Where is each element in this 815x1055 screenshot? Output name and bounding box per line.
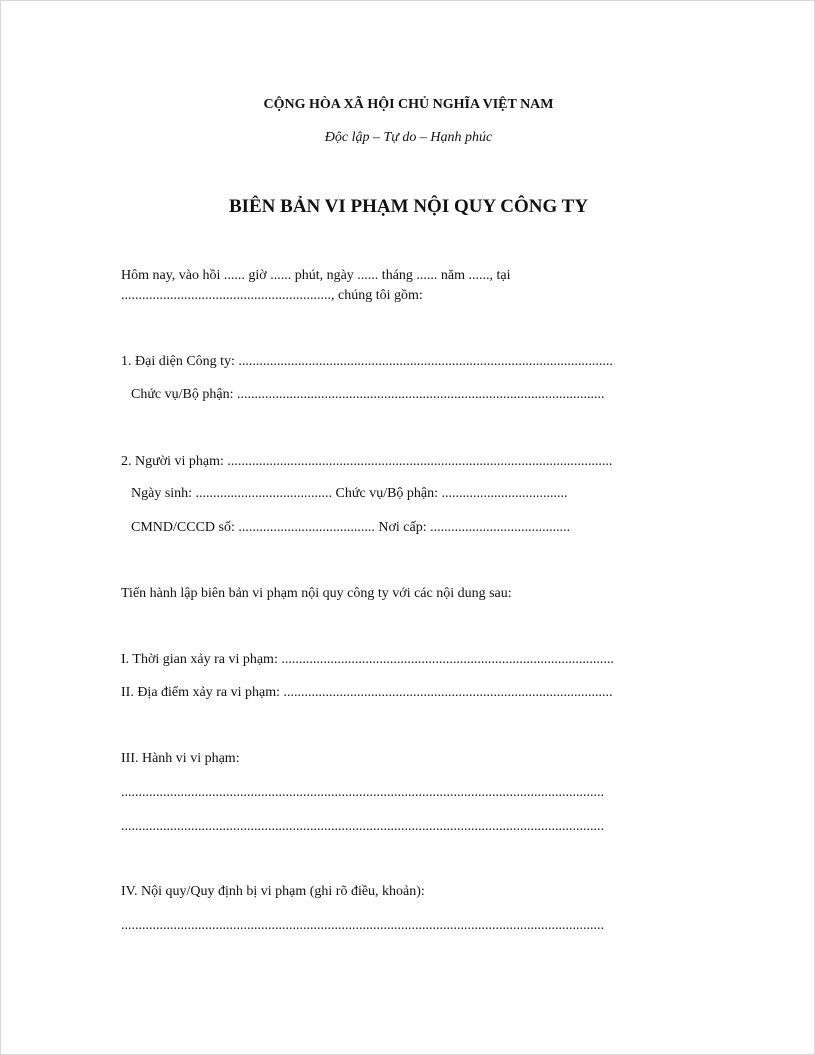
intro-line-1: Hôm nay, vào hồi ...... giờ ...... phút, ngày ...... tháng ...... năm ......, tại [121,268,511,283]
violation-act-line-1: .......................................................................................................................................... [121,785,604,800]
document-title: BIÊN BẢN VI PHẠM NỘI QUY CÔNG TY [228,196,589,217]
nation-heading: CỘNG HÒA XÃ HỘI CHỦ NGHĨA VIỆT NAM [263,97,554,112]
company-representative-field: 1. Đại diện Công ty: ........................................................................................................... [121,354,613,369]
intro-line-2: ............................................................, chúng tôi gồm: [121,288,423,303]
violation-time-field: I. Thời gian xảy ra vi phạm: ............................................................................................... [121,652,614,667]
violator-dob-position-field: Ngày sinh: ....................................... Chức vụ/Bộ phận: .................................... [131,486,568,501]
company-representative-position-field: Chức vụ/Bộ phận: ......................................................................................................... [131,387,605,402]
violator-name-field: 2. Người vi phạm: .............................................................................................................. [121,454,613,469]
violated-rule-heading: IV. Nội quy/Quy định bị vi phạm (ghi rõ điều, khoản): [121,884,425,899]
violation-place-field: II. Địa điểm xảy ra vi phạm: .............................................................................................. [121,685,613,700]
violated-rule-line-1: .......................................................................................................................................... [121,918,604,933]
violation-act-line-2: .......................................................................................................................................... [121,819,604,834]
national-motto: Độc lập – Tự do – Hạnh phúc [324,130,493,145]
violation-act-heading: III. Hành vi vi phạm: [121,751,240,766]
violator-id-field: CMND/CCCD số: ....................................... Nơi cấp: ........................................ [131,520,571,535]
proceed-statement: Tiến hành lập biên bản vi phạm nội quy công ty với các nội dung sau: [121,586,512,601]
